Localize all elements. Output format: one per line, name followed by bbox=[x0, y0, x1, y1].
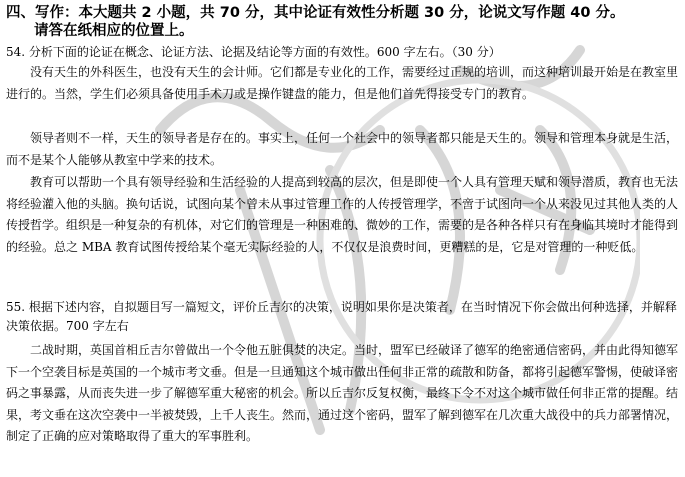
question-54-paragraph: 没有天生的外科医生，也没有天生的会计师。它们都是专业化的工作，需要经过正规的培训，而这种培训最开始是在教室里进行的。当然，学生们必须具备使用手术刀或是操作键盘的能力，但是他们首先得接受专门的教育。 bbox=[6, 65, 679, 101]
section-heading-line1: 四、写作：本大题共 2 小题，共 70 分，其中论证有效性分析题 30 分，论说文写作题 40 分。 bbox=[6, 5, 625, 21]
section-heading-line2: 请答在纸相应的位置上。 bbox=[34, 23, 194, 39]
question-55-paragraph: 二战时期，英国首相丘吉尔曾做出一个令他五脏俱焚的决定。当时，盟军已经破译了德军的绝密通信密码，并由此得知德军下一个空袭目标是英国的一个城市考文垂。但是一旦通知这个城市做出任何非正常的疏散和防备，都将引起德军警惕，使破译密码之事暴露，从而丧失进一步了解德军重大秘密的机会。所以丘吉尔反复权衡，最终下令不对这个城市做任何非正常的提醒。结果，考文垂在这次空袭中一半被焚毁，上千人丧生。然而，通过这个密码，盟军了解到德军在几次重大战役中的兵力部署情况，制定了正确的应对策略取得了重大的军事胜利。 bbox=[6, 343, 679, 444]
question-54-paragraph: 教育可以帮助一个具有领导经验和生活经验的人提高到较高的层次，但是即使一个人具有管理天赋和领导潜质，教育也无法将经验灌入他的头脑。换句话说，试图向某个曾未从事过管理工作的人传授管理学，不啻于试图向一个从来没见过其他人类的人传授哲学。组织是一种复杂的有机体，对它们的管理是一种困难的、微妙的工作，需要的是各种各样只有在身临其境时才能得到的经验。总之 MBA 教育试图传授给某个毫无实际经验的人，不仅仅是浪费时间，更糟糕的是，它是对管理的一种贬低。 bbox=[6, 175, 679, 254]
section-heading bbox=[6, 4, 681, 40]
question-54-title: 54. 分析下面的论证在概念、论证方法、论据及结论等方面的有效性。600 字左右。（30 分） bbox=[6, 45, 501, 59]
question-55-title: 55. 根据下述内容，自拟题目写一篇短文，评价丘吉尔的决策，说明如果你是决策者，在当时情况下你会做出何种选择，并解释决策依据。700 字左右 bbox=[6, 300, 677, 333]
question-54-paragraph: 领导者则不一样，天生的领导者是存在的。事实上，任何一个社会中的领导者都只能是天生的。领导和管理本身就是生活，而不是某个人能够从教室中学来的技术。 bbox=[6, 131, 679, 167]
